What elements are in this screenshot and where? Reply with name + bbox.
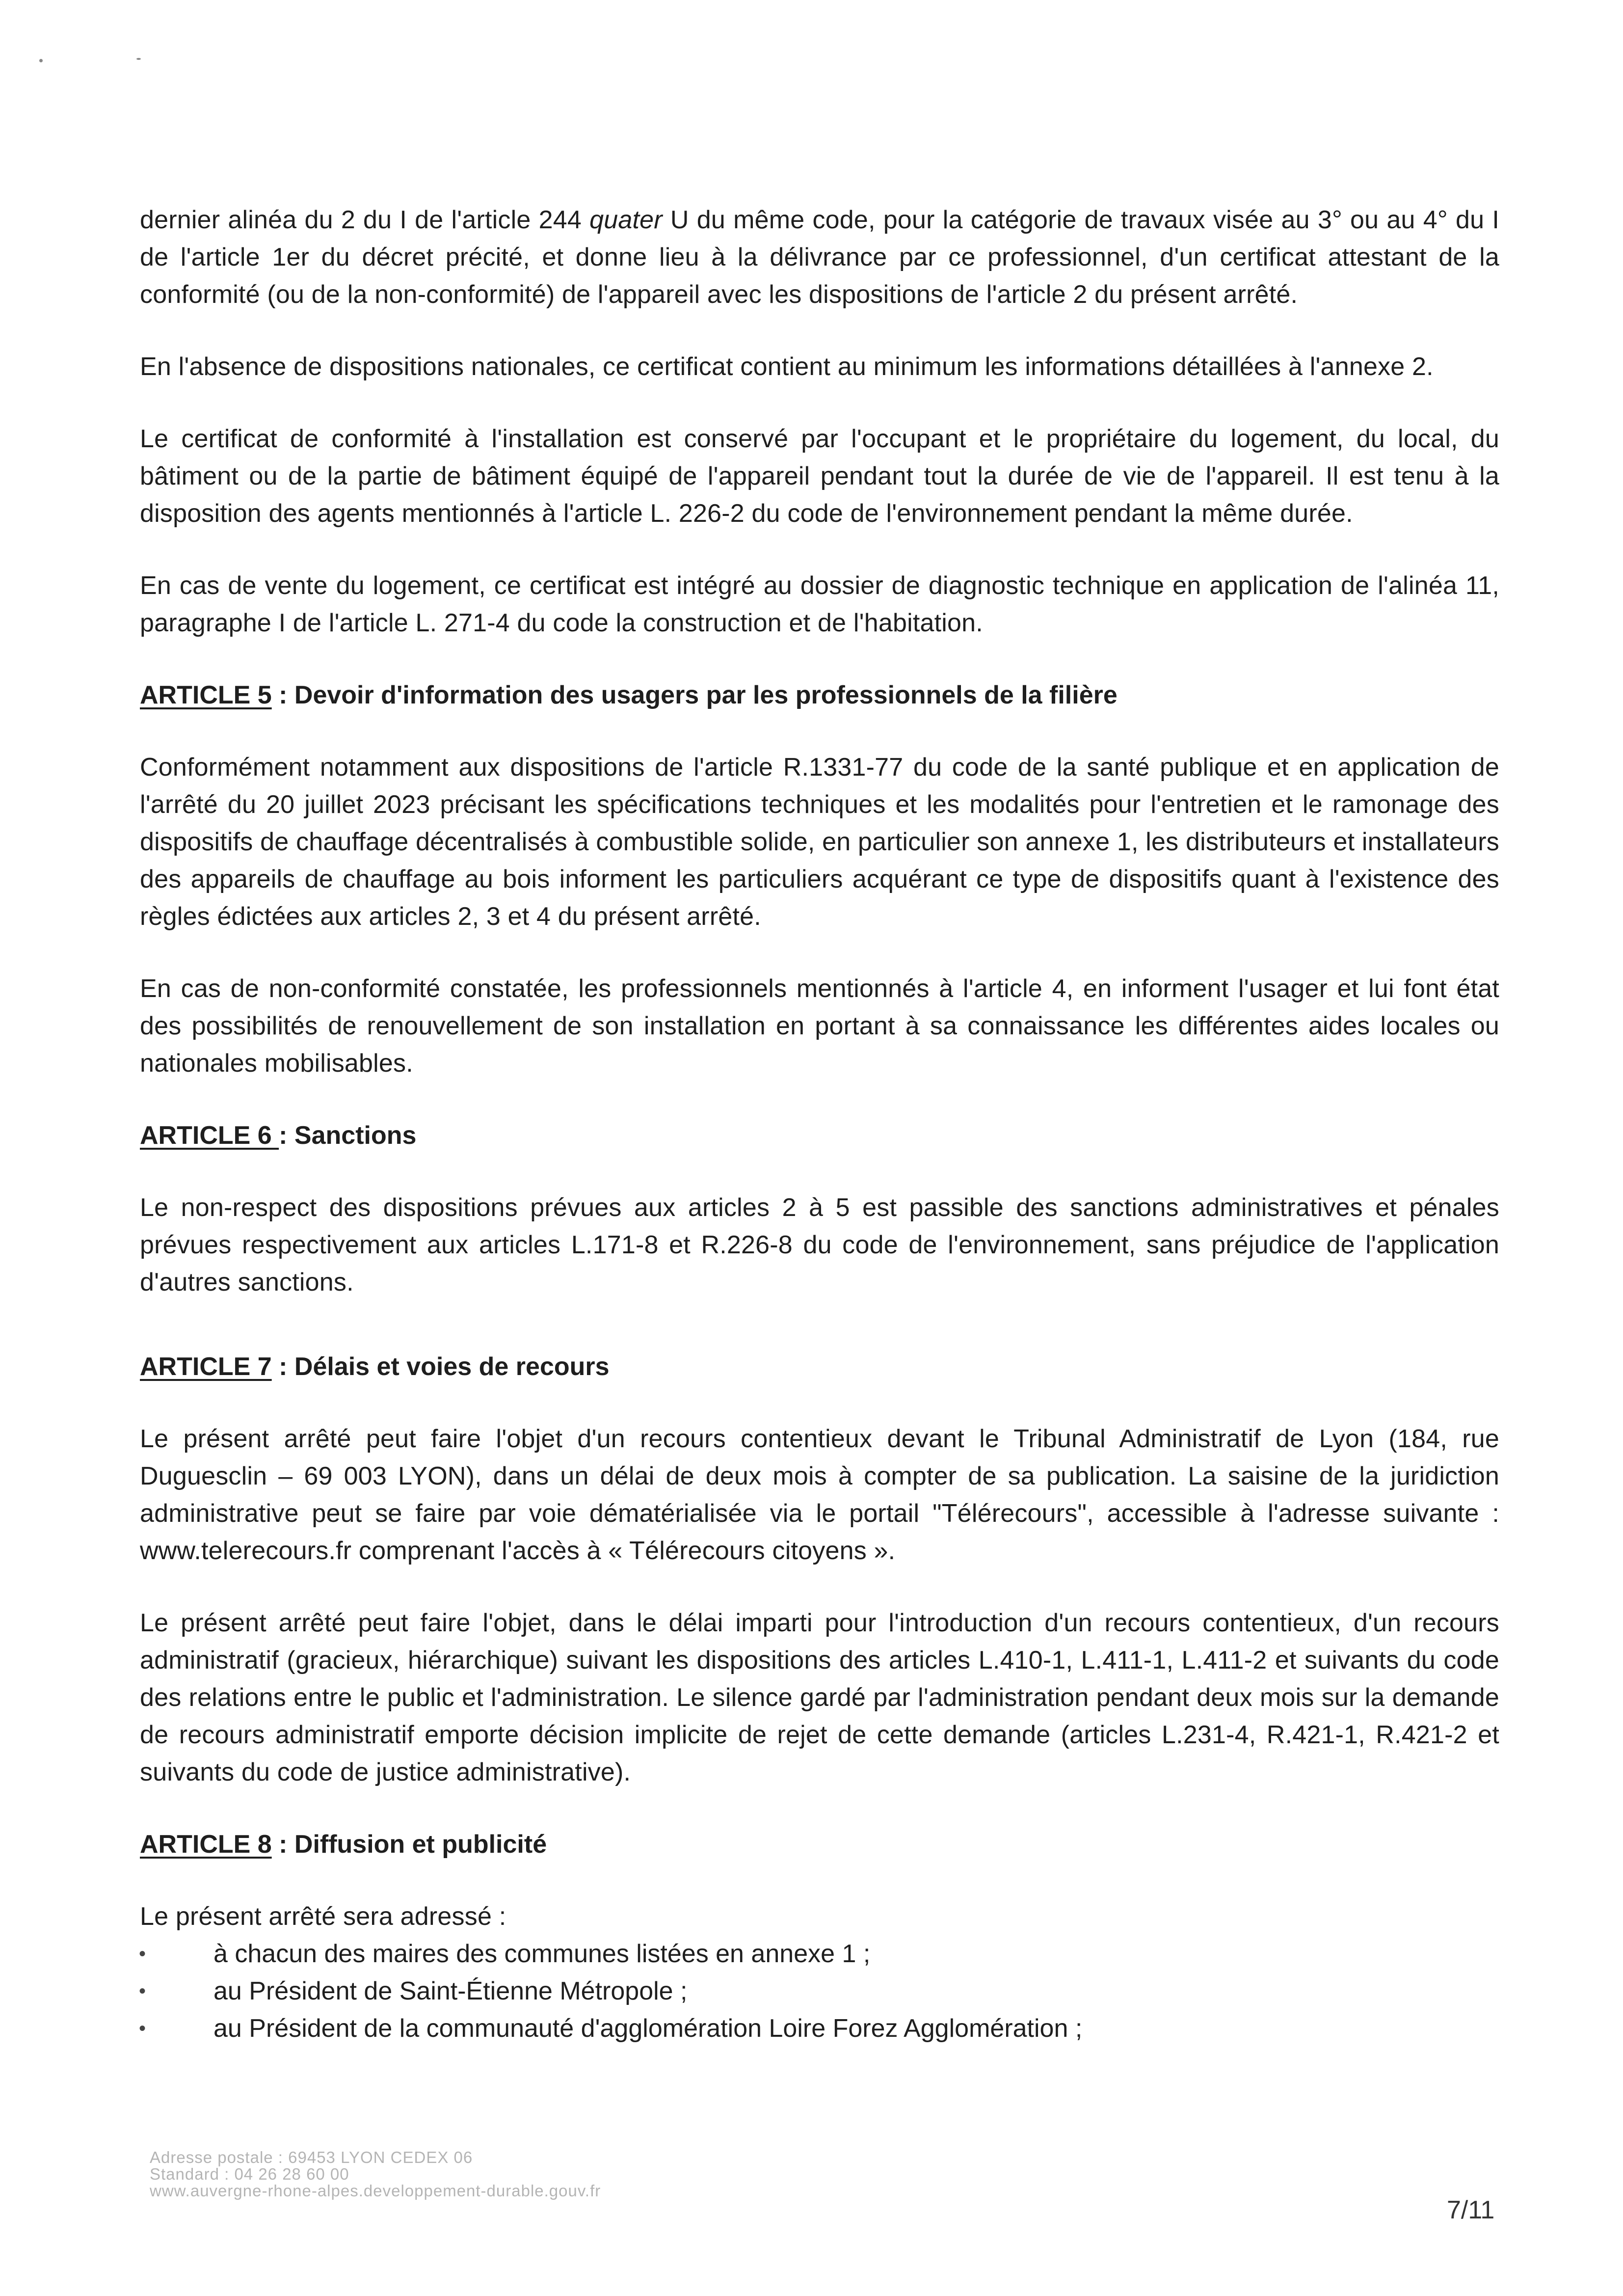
article-6-heading bbox=[140, 1117, 1499, 1154]
article-title: : Sanctions bbox=[279, 1121, 417, 1150]
footer-address bbox=[150, 2149, 601, 2199]
recipient-list bbox=[140, 1935, 1499, 2047]
page-number: 7/11 bbox=[1447, 2196, 1495, 2224]
paragraph: Le certificat de conformité à l'installation est conservé par l'occupant et le propriétaire du logement, du local, du bâtiment ou de la partie de bâtiment équipé de l'appareil pendant tout la durée de vie de l'appareil. Il est tenu à la disposition des agents mentionnés à l'article L. 226-2 du code de l'environnement pendant la même durée. bbox=[140, 425, 1499, 528]
paragraph: Le présent arrêté peut faire l'objet, dans le délai imparti pour l'introduction d'un recours contentieux, d'un recours administratif (gracieux, hiérarchique) suivant les dispositions des articles L.410-1, L.411-1, L.411-2 et suivants du code des relations entre le public et l'administration. Le silence gardé par l'administration pendant deux mois sur la demande de recours administratif emporte décision implicite de rejet de cette demande (articles L.231-4, R.421-1, R.421-2 et suivants du code de justice administrative). bbox=[140, 1609, 1499, 1786]
paragraph: Conformément notamment aux dispositions de l'article R.1331-77 du code de la santé publique et en application de l'arrêté du 20 juillet 2023 précisant les spécifications techniques et les modalités pour l'entretien et le ramonage des dispositifs de chauffage décentralisés à combustible solide, en particulier son annexe 1, les distributeurs et installateurs des appareils de chauffage au bois informent les particuliers acquérant ce type de dispositifs quant à l'existence des règles édictées aux articles 2, 3 et 4 du présent arrêté. bbox=[140, 753, 1499, 931]
document-body bbox=[140, 201, 1499, 2047]
article-5-heading bbox=[140, 676, 1499, 714]
paragraph: En cas de vente du logement, ce certificat est intégré au dossier de diagnostic technique en application de l'alinéa 11, paragraphe I de l'article L. 271-4 du code la construction et de l'habitation. bbox=[140, 571, 1499, 637]
paragraph: En cas de non-conformité constatée, les professionnels mentionnés à l'article 4, en informent l'usager et lui font état des possibilités de renouvellement de son installation en portant à sa connaissance les différentes aides locales ou nationales mobilisables. bbox=[140, 974, 1499, 1078]
scan-speck bbox=[39, 59, 43, 62]
list-item: • à chacun des maires des communes listées en annexe 1 ; bbox=[140, 1935, 1499, 1972]
article-number: ARTICLE 5 bbox=[140, 681, 272, 709]
paragraph: dernier alinéa du 2 du I de l'article 244 quater U du même code, pour la catégorie de travaux visée au 3° ou au 4° du I de l'article 1er du décret précité, et donne lieu à la délivrance par ce professionnel, d'un certificat attestant de la conformité (ou de la non-conformité) de l'appareil avec les dispositions de l'article 2 du présent arrêté. bbox=[140, 206, 1499, 309]
footer-postal-address: Adresse postale : 69453 LYON CEDEX 06 bbox=[150, 2148, 473, 2166]
paragraph: En l'absence de dispositions nationales, ce certificat contient au minimum les informations détaillées à l'annexe 2. bbox=[140, 352, 1434, 381]
scan-speck bbox=[136, 58, 141, 60]
footer-phone: Standard : 04 26 28 60 00 bbox=[150, 2165, 349, 2183]
list-item: • au Président de la communauté d'agglomération Loire Forez Agglomération ; bbox=[140, 2010, 1499, 2047]
article-8-heading bbox=[140, 1826, 1499, 1863]
article-title: : Diffusion et publicité bbox=[271, 1830, 547, 1859]
article-title: : Délais et voies de recours bbox=[271, 1352, 610, 1381]
article-7-heading bbox=[140, 1348, 1499, 1385]
paragraph: Le non-respect des dispositions prévues aux articles 2 à 5 est passible des sanctions administratives et pénales prévues respectivement aux articles L.171-8 et R.226-8 du code de l'environnement, sans préjudice de l'application d'autres sanctions. bbox=[140, 1193, 1499, 1297]
bullet-icon: • bbox=[139, 1943, 146, 1965]
article-title: : Devoir d'information des usagers par les professionnels de la filière bbox=[271, 681, 1117, 709]
bullet-icon: • bbox=[139, 2018, 146, 2039]
article-number: ARTICLE 7 bbox=[140, 1352, 272, 1381]
footer-website: www.auvergne-rhone-alpes.developpement-durable.gouv.fr bbox=[150, 2182, 601, 2200]
paragraph: Le présent arrêté sera adressé : bbox=[140, 1902, 506, 1931]
article-number: ARTICLE 8 bbox=[140, 1830, 272, 1859]
paragraph: Le présent arrêté peut faire l'objet d'un recours contentieux devant le Tribunal Administratif de Lyon (184, rue Duguesclin – 69 003 LYON), dans un délai de deux mois à compter de sa publication. La saisine de la juridiction administrative peut se faire par voie dématérialisée via le portail "Télérecours", accessible à l'adresse suivante : www.telerecours.fr comprenant l'accès à « Télérecours citoyens ». bbox=[140, 1425, 1499, 1565]
bullet-icon: • bbox=[139, 1980, 146, 2002]
list-item: • au Président de Saint-Étienne Métropole ; bbox=[140, 1972, 1499, 2010]
article-number: ARTICLE 6 bbox=[140, 1121, 279, 1150]
